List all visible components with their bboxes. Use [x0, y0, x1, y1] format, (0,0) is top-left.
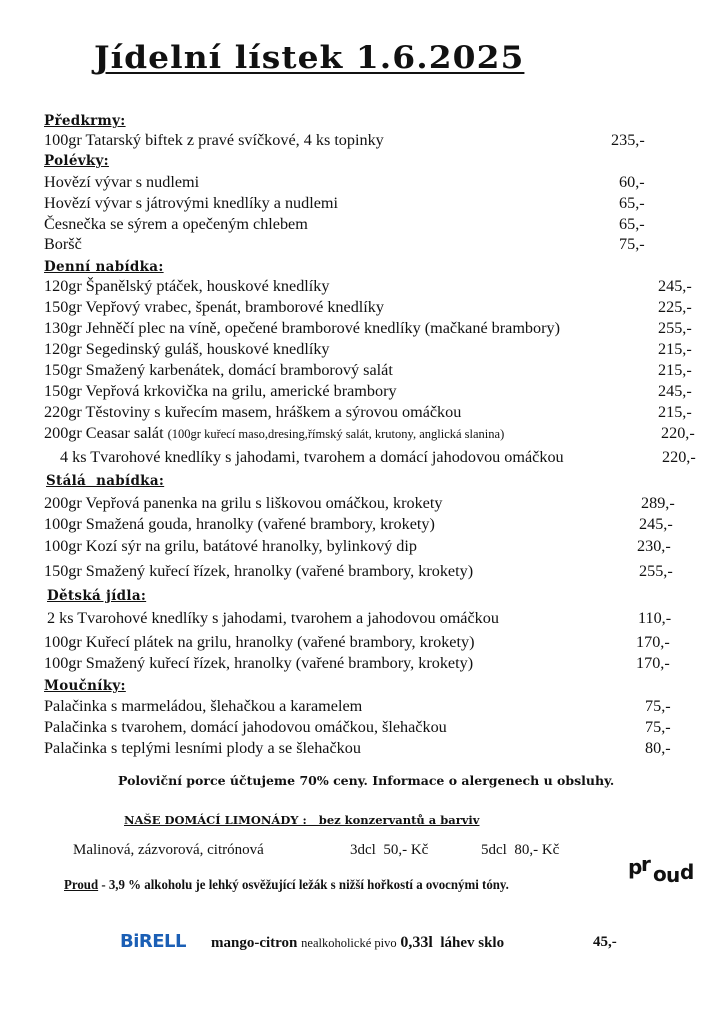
menu-item-price: 75,- [645, 697, 671, 715]
menu-item-name: 100gr Tatarský biftek z pravé svíčkové, 4 ks topinky [44, 131, 384, 149]
section-heading-denni: Denní nabídka: [44, 259, 164, 275]
section-heading-detska: Dětská jídla: [47, 588, 147, 604]
menu-item-price: 225,- [658, 298, 692, 316]
lemonade-flavors: Malinová, zázvorová, citrónová [73, 842, 264, 858]
birell-logo: BiRELL [120, 931, 186, 952]
menu-item-name: Boršč [44, 235, 82, 253]
menu-item-price: 170,- [636, 633, 670, 651]
menu-item-ceasar [44, 424, 504, 443]
menu-item-price: 245,- [639, 515, 673, 533]
menu-item-price: 230,- [637, 537, 671, 555]
menu-item-detail: (100gr kuřecí maso,dresing,římský salát, krutony, anglická slanina) [167, 427, 505, 441]
birell-package: láhev sklo [440, 935, 505, 951]
menu-item-name: 130gr Jehněčí plec na víně, opečené bramborové knedlíky (mačkané brambory) [44, 319, 560, 337]
menu-item-name: 4 ks Tvarohové knedlíky s jahodami, tvarohem a domácí jahodovou omáčkou [60, 448, 564, 466]
menu-item-price: 220,- [661, 424, 695, 442]
menu-item-price: 60,- [619, 173, 645, 191]
menu-item-price: 215,- [658, 340, 692, 358]
menu-item-name: 100gr Kuřecí plátek na grilu, hranolky (vařené brambory, krokety) [44, 633, 475, 651]
menu-item-price: 255,- [639, 562, 673, 580]
menu-item-price: 110,- [638, 609, 672, 627]
proud-name: Proud [64, 878, 99, 893]
menu-item-price: 289,- [641, 494, 675, 512]
menu-item-name: 100gr Smažená gouda, hranolky (vařené brambory, krokety) [44, 515, 435, 533]
proud-logo: d r o n d [628, 852, 695, 890]
menu-item-price: 215,- [658, 361, 692, 379]
menu-item-price: 170,- [636, 654, 670, 672]
menu-item-price: 245,- [658, 277, 692, 295]
menu-item-name: 150gr Smažený karbenátek, domácí bramborový salát [44, 361, 393, 379]
page-title: Jídelní lístek 1.6.2025 [94, 40, 525, 76]
menu-item-name: 100gr Smažený kuřecí řízek, hranolky (vařené brambory, krokety) [44, 654, 474, 672]
menu-item-price: 220,- [662, 448, 696, 466]
section-heading-predkrmy: Předkrmy: [44, 113, 126, 129]
menu-item-name: 100gr Kozí sýr na grilu, batátové hranolky, bylinkový dip [44, 537, 417, 555]
lemonade-price-large: 5dcl 80,- Kč [481, 842, 560, 858]
birell-volume: 0,33l [400, 934, 433, 951]
menu-item-price: 75,- [645, 718, 671, 736]
menu-item-price: 235,- [611, 131, 645, 149]
portion-note: Poloviční porce účtujeme 70% ceny. Informace o alergenech u obsluhy. [118, 773, 615, 788]
menu-item-name: 120gr Segedinský guláš, houskové knedlíky [44, 340, 330, 358]
menu-item-name: Palačinka s tvarohem, domácí jahodovou omáčkou, šlehačkou [44, 718, 447, 736]
lemonade-price-small: 3dcl 50,- Kč [350, 842, 429, 858]
birell-type: nealkoholické pivo [301, 936, 397, 950]
lemonade-heading: NAŠE DOMÁCÍ LIMONÁDY : bez konzervantů a barviv [124, 813, 480, 827]
menu-item-name: 200gr Ceasar salát [44, 424, 164, 442]
birell-price: 45,- [593, 934, 617, 950]
proud-description [64, 878, 509, 894]
menu-item-name: 2 ks Tvarohové knedlíky s jahodami, tvarohem a jahodovou omáčkou [47, 609, 499, 627]
birell-product: mango-citron [211, 935, 298, 951]
menu-item-name: 200gr Vepřová panenka na grilu s liškovou omáčkou, krokety [44, 494, 443, 512]
menu-item-name: Česnečka se sýrem a opečeným chlebem [44, 215, 308, 233]
menu-item-name: Hovězí vývar s játrovými knedlíky a nudlemi [44, 194, 339, 212]
menu-item-name: 150gr Smažený kuřecí řízek, hranolky (vařené brambory, krokety) [44, 562, 474, 580]
menu-item-price: 65,- [619, 194, 645, 212]
menu-item-price: 65,- [619, 215, 645, 233]
menu-item-price: 75,- [619, 235, 645, 253]
section-heading-stala: Stálá nabídka: [46, 473, 165, 489]
birell-offer [211, 934, 504, 952]
menu-item-price: 255,- [658, 319, 692, 337]
proud-text: - 3,9 % alkoholu je lehký osvěžující ležák s nižší hořkostí a ovocnými tóny. [98, 878, 509, 893]
menu-item-name: 220gr Těstoviny s kuřecím masem, hráškem a sýrovou omáčkou [44, 403, 462, 421]
menu-item-name: Palačinka s teplými lesními plody a se šlehačkou [44, 739, 361, 757]
menu-item-name: 150gr Vepřová krkovička na grilu, americké brambory [44, 382, 397, 400]
menu-item-price: 245,- [658, 382, 692, 400]
section-heading-polevky: Polévky: [44, 153, 109, 169]
menu-item-price: 215,- [658, 403, 692, 421]
menu-item-name: Hovězí vývar s nudlemi [44, 173, 200, 191]
menu-item-name: Palačinka s marmeládou, šlehačkou a karamelem [44, 697, 363, 715]
menu-item-name: 150gr Vepřový vrabec, špenát, bramborové knedlíky [44, 298, 384, 316]
menu-item-price: 80,- [645, 739, 671, 757]
menu-item-name: 120gr Španělský ptáček, houskové knedlíky [44, 277, 330, 295]
section-heading-moucniky: Moučníky: [44, 678, 126, 694]
